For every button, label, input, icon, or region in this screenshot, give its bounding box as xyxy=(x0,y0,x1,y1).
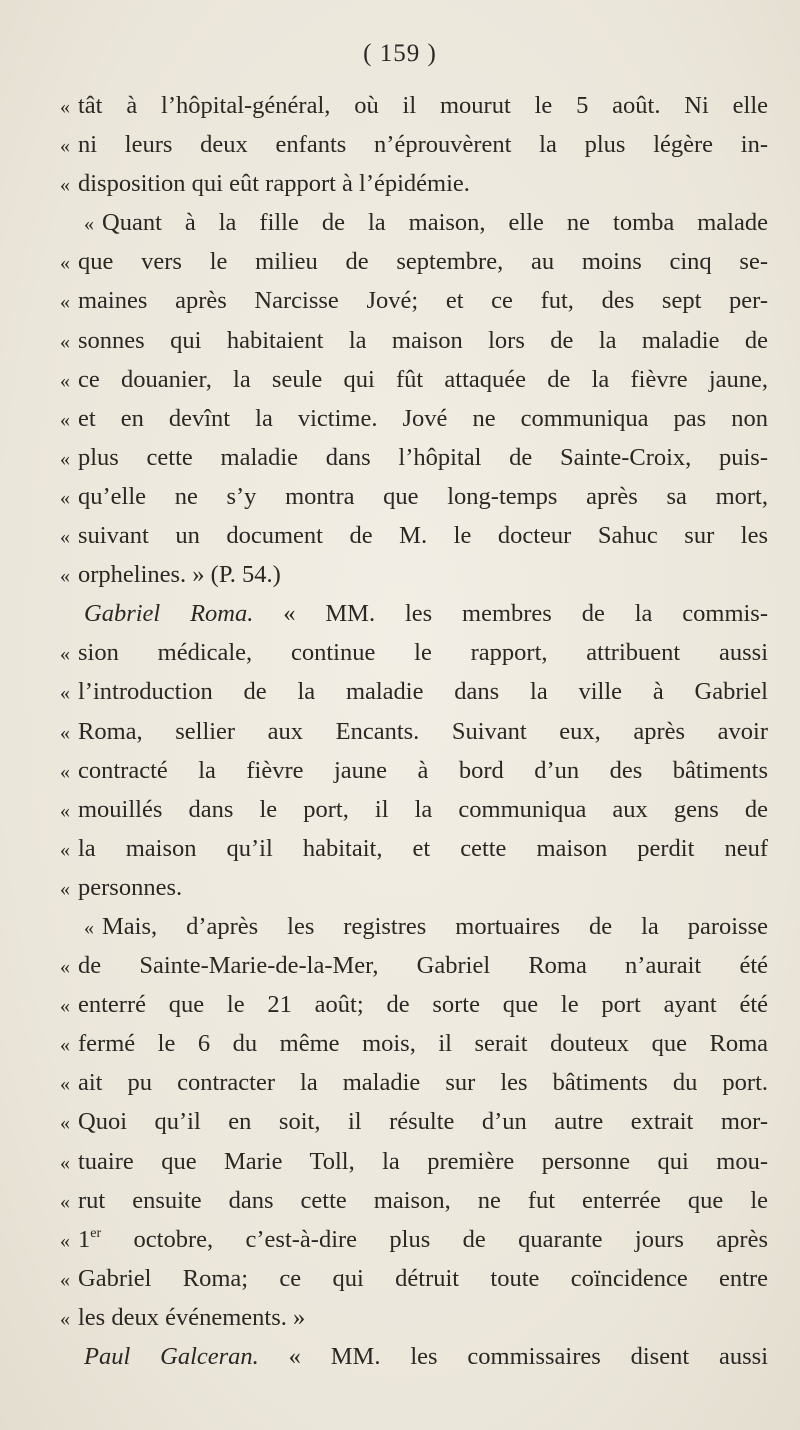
text-line xyxy=(60,1337,768,1376)
line-text: qu’elle ne s’y montra que long-temps après sa mort, xyxy=(78,482,768,510)
quote-mark: « xyxy=(60,799,70,822)
body-text xyxy=(60,86,768,1376)
text-line xyxy=(60,1298,768,1337)
text-line xyxy=(60,1181,768,1220)
text-line xyxy=(60,790,768,829)
line-text: Roma, sellier aux Encants. Suivant eux, après avoir xyxy=(78,717,768,745)
line-text: contracté la fièvre jaune à bord d’un des bâtiments xyxy=(78,756,768,784)
text-line xyxy=(60,1142,768,1181)
line-text: fermé le 6 du même mois, il serait douteux que Roma xyxy=(78,1030,768,1058)
person-name: Gabriel Roma. xyxy=(84,600,254,628)
quote-mark: « xyxy=(60,1073,70,1096)
quote-mark: « xyxy=(60,643,70,666)
text-line xyxy=(60,86,768,125)
line-text: orphelines. » (P. 54.) xyxy=(78,561,281,589)
line-text: l’introduction de la maladie dans la ville à Gabriel xyxy=(78,678,768,706)
line-text: personnes. xyxy=(78,873,183,901)
line-text: mouillés dans le port, il la communiqua aux gens de xyxy=(78,795,768,823)
quote-mark: « xyxy=(60,486,70,509)
quote-mark: « xyxy=(60,447,70,470)
text-line xyxy=(60,751,768,790)
text-line xyxy=(60,399,768,438)
quote-mark: « xyxy=(60,1034,70,1057)
quote-mark: « xyxy=(60,1268,70,1291)
quote-mark: « xyxy=(60,682,70,705)
text-line xyxy=(60,1024,768,1063)
quote-mark: « xyxy=(60,252,70,275)
quote-mark: « xyxy=(60,291,70,314)
quote-mark: « xyxy=(60,526,70,549)
page-number: ( 159 ) xyxy=(363,40,437,67)
text-line xyxy=(60,203,768,242)
text-line xyxy=(60,633,768,672)
quote-mark: « xyxy=(60,565,70,588)
text-line xyxy=(60,829,768,868)
quote-mark: « xyxy=(60,877,70,900)
line-text: Gabriel Roma; ce qui détruit toute coïncidence entre xyxy=(78,1264,768,1292)
line-text: ce douanier, la seule qui fût attaquée de la fièvre jaune, xyxy=(78,365,768,393)
quote-mark: « xyxy=(60,838,70,861)
line-text: tât à l’hôpital-général, où il mourut le 5 août. Ni elle xyxy=(78,92,768,119)
line-text: « MM. les commissaires disent aussi xyxy=(258,1343,768,1370)
line-text: ni leurs deux enfants n’éprouvèrent la plus légère in- xyxy=(78,131,768,159)
line-text: ait pu contracter la maladie sur les bâtiments du port. xyxy=(78,1069,768,1097)
text-line xyxy=(60,712,768,751)
text-line xyxy=(60,907,768,946)
text-line xyxy=(60,242,768,281)
quote-mark: « xyxy=(60,96,70,118)
quote-mark: « xyxy=(60,330,70,353)
quote-mark: « xyxy=(60,721,70,744)
quote-mark: « xyxy=(60,1151,70,1174)
text-line xyxy=(60,1063,768,1102)
text-line xyxy=(60,360,768,399)
text-line xyxy=(60,321,768,360)
quote-mark: « xyxy=(84,916,94,939)
text-line xyxy=(60,868,768,907)
line-text: plus cette maladie dans l’hôpital de Sainte-Croix, puis- xyxy=(78,443,768,471)
quote-mark: « xyxy=(60,369,70,392)
text-line xyxy=(60,125,768,164)
quote-mark: « xyxy=(60,1229,70,1252)
line-text: disposition qui eût rapport à l’épidémie. xyxy=(78,170,470,198)
line-text: de Sainte-Marie-de-la-Mer, Gabriel Roma n’aurait été xyxy=(78,952,768,980)
line-text: la maison qu’il habitait, et cette maison perdit neuf xyxy=(78,834,768,862)
quote-mark: « xyxy=(60,760,70,783)
line-text: sion médicale, continue le rapport, attribuent aussi xyxy=(78,639,768,667)
line-text: Mais, d’après les registres mortuaires de la paroisse xyxy=(102,912,768,940)
text-line xyxy=(60,594,768,633)
line-text: Quoi qu’il en soit, il résulte d’un autre extrait mor- xyxy=(78,1108,768,1136)
line-text: que vers le milieu de septembre, au moins cinq se- xyxy=(78,248,768,276)
person-name: Paul Galceran. xyxy=(84,1343,259,1370)
text-line xyxy=(60,672,768,711)
quote-mark: « xyxy=(60,1190,70,1213)
quote-mark: « xyxy=(60,1307,70,1330)
line-text: « MM. les membres de la commis- xyxy=(253,600,768,628)
quote-mark: « xyxy=(60,174,70,197)
line-text: sonnes qui habitaient la maison lors de la maladie de xyxy=(78,326,768,354)
quote-mark: « xyxy=(60,1112,70,1135)
text-line xyxy=(60,1102,768,1141)
line-text: suivant un document de M. le docteur Sahuc sur les xyxy=(78,522,768,550)
text-line xyxy=(60,281,768,320)
quote-mark: « xyxy=(60,135,70,158)
line-text: tuaire que Marie Toll, la première personne qui mou- xyxy=(78,1147,768,1175)
text-line xyxy=(60,946,768,985)
line-text: maines après Narcisse Jové; et ce fut, des sept per- xyxy=(78,287,768,315)
text-line xyxy=(60,1220,768,1259)
ordinal-suffix: er xyxy=(90,1225,102,1241)
line-text: rut ensuite dans cette maison, ne fut enterrée que le xyxy=(78,1186,768,1214)
text-line xyxy=(60,555,768,594)
quote-mark: « xyxy=(60,956,70,979)
text-line xyxy=(60,438,768,477)
text-line xyxy=(60,1259,768,1298)
line-text: les deux événements. » xyxy=(78,1303,306,1331)
line-text: Quant à la fille de la maison, elle ne tomba malade xyxy=(102,209,768,237)
ordinal-number: 1 xyxy=(78,1225,91,1253)
quote-mark: « xyxy=(60,408,70,431)
text-line xyxy=(60,516,768,555)
line-text: et en devînt la victime. Jové ne communiqua pas non xyxy=(78,404,768,432)
line-text: enterré que le 21 août; de sorte que le port ayant été xyxy=(78,991,768,1019)
text-line xyxy=(60,164,768,203)
quote-mark: « xyxy=(60,995,70,1018)
text-line xyxy=(60,477,768,516)
line-text: octobre, c’est-à-dire plus de quarante jours après xyxy=(101,1225,768,1253)
text-line xyxy=(60,985,768,1024)
quote-mark: « xyxy=(84,213,94,236)
